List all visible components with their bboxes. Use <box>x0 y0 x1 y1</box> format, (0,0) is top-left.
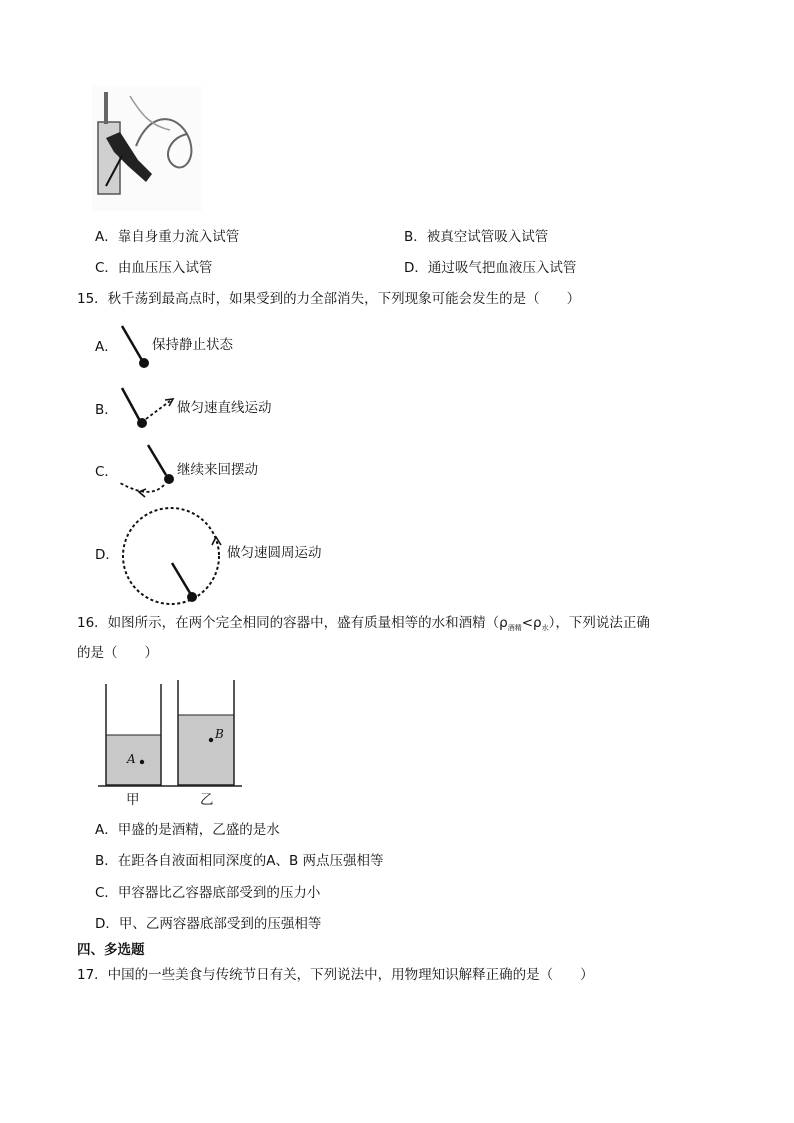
point-b-label: B <box>215 727 224 741</box>
q16-option-a[interactable]: A．甲盛的是酒精，乙盛的是水 <box>95 822 280 838</box>
q16-option-d[interactable]: D．甲、乙两容器底部受到的压强相等 <box>95 916 322 932</box>
q15-option-d-label: 做匀速圆周运动 <box>227 545 322 561</box>
q16-option-c[interactable]: C．甲容器比乙容器底部受到的压力小 <box>95 885 321 901</box>
q16-option-b[interactable]: B．在距各自液面相同深度的A、B 两点压强相等 <box>95 853 384 869</box>
q14-option-b[interactable]: B．被真空试管吸入试管 <box>404 229 549 245</box>
q17-stem: 17．中国的一些美食与传统节日有关，下列说法中，用物理知识解释正确的是（ ） <box>77 967 594 983</box>
q15-option-b-label: 做匀速直线运动 <box>177 400 272 416</box>
q14-option-c[interactable]: C．由血压压入试管 <box>95 260 213 276</box>
q15-option-c-label: 继续来回摆动 <box>177 462 258 478</box>
q14-option-d[interactable]: D．通过吸气把血液压入试管 <box>404 260 577 276</box>
point-a-label: A <box>127 752 136 766</box>
swing-circular-motion-icon <box>118 505 224 609</box>
q15-option-c-letter[interactable]: C． <box>95 464 118 480</box>
q16-stem: 16．如图所示，在两个完全相同的容器中，盛有质量相等的水和酒精$(\rho_{酒精}<\rho_水)$，下列说法正确 <box>77 615 650 632</box>
q15-stem: 15．秋千荡到最高点时，如果受到的力全部消失，下列现象可能会发生的是（ ） <box>77 291 581 307</box>
q15-option-d-letter[interactable]: D． <box>95 547 119 563</box>
swing-straight-line-icon <box>118 386 178 432</box>
section-title: 四、多选题 <box>77 942 145 958</box>
q16-stem-line2: 的是（ ） <box>77 645 158 661</box>
container-yi-label: 乙 <box>200 792 214 808</box>
q15-option-b-letter[interactable]: B． <box>95 402 118 418</box>
q15-option-a-letter[interactable]: A． <box>95 339 118 355</box>
container-jia-label: 甲 <box>126 792 140 808</box>
swing-back-forth-icon <box>116 443 178 499</box>
q14-option-a[interactable]: A．靠自身重力流入试管 <box>95 229 240 245</box>
blood-collection-photo <box>92 86 202 211</box>
q15-option-a-label: 保持静止状态 <box>152 337 233 353</box>
